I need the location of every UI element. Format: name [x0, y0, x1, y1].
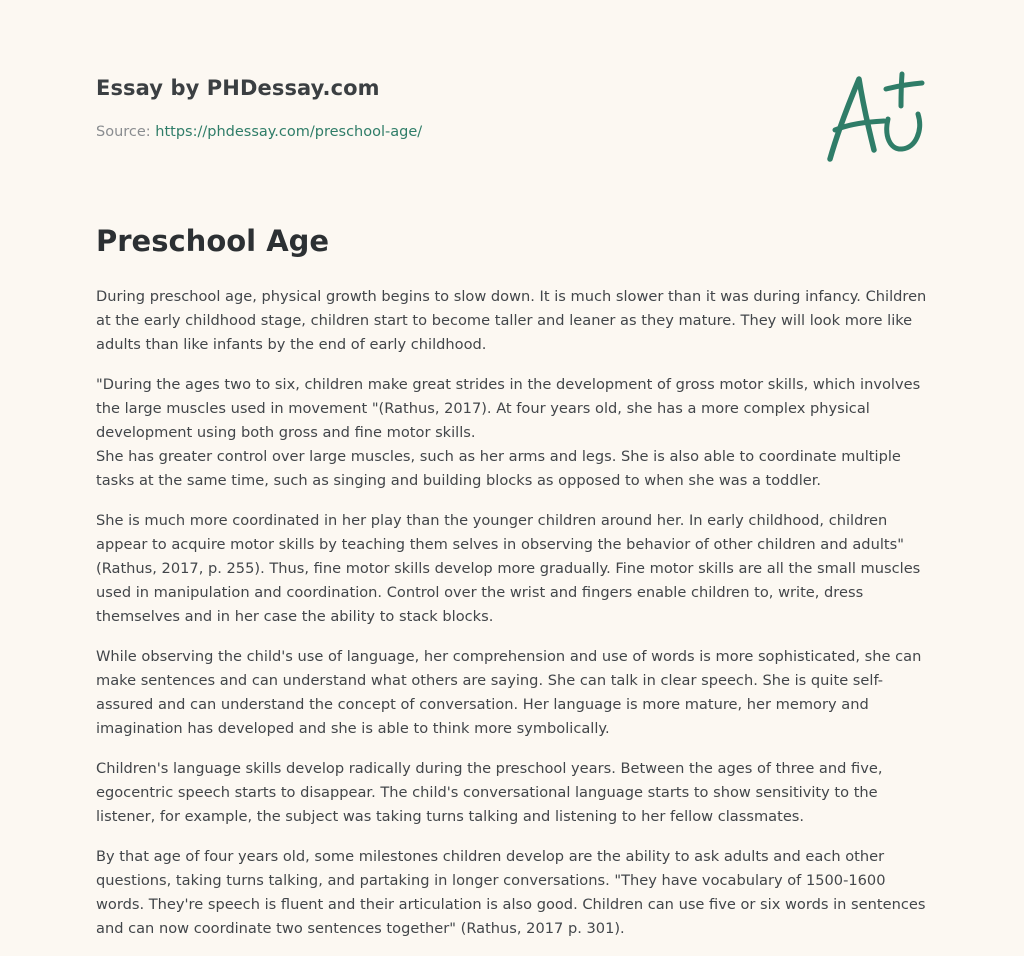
- source-line: [96, 124, 422, 140]
- a-plus-grade-icon: [822, 66, 930, 166]
- site-title: Essay by PHDessay.com: [96, 76, 380, 100]
- source-link[interactable]: https://phdessay.com/preschool-age/: [155, 124, 423, 140]
- essay-paragraph: Children's language skills develop radically during the preschool years. Between the ages of three and five, egocentric speech starts to disappear. The child's conversational language starts to show sensitivity to the listener, for example, the subject was taking turns talking and listening to her fellow classmates.: [96, 760, 883, 825]
- essay-title: Preschool Age: [96, 224, 330, 258]
- essay-body: [96, 285, 932, 956]
- essay-paragraph: She has greater control over large muscles, such as her arms and legs. She is also able to coordinate multiple tasks at the same time, such as singing and building blocks as opposed to when she was a toddler.: [96, 448, 901, 489]
- essay-paragraph: While observing the child's use of language, her comprehension and use of words is more sophisticated, she can make sentences and can understand what others are saying. She can talk in clear speech. She is quite self-assured and can understand the concept of conversation. Her language is more mature, her memory and imagination has developed and she is able to think more symbolically.: [96, 648, 922, 737]
- essay-paragraph: During preschool age, physical growth begins to slow down. It is much slower than it was during infancy. Children at the early childhood stage, children start to become taller and leaner as they mature. They will look more like adults than like infants by the end of early childhood.: [96, 288, 927, 353]
- essay-paragraph: "During the ages two to six, children make great strides in the development of gross motor skills, which involves the large muscles used in movement "(Rathus, 2017). At four years old, she has a more complex physical development using both gross and fine motor skills.: [96, 376, 921, 441]
- source-label: Source:: [96, 124, 156, 140]
- essay-paragraph: She is much more coordinated in her play than the younger children around her. In early childhood, children appear to acquire motor skills by teaching them selves in observing the behavior of other children and adults" (Rathus, 2017, p. 255). Thus, fine motor skills develop more gradually. Fine motor skills are all the small muscles used in manipulation and coordination. Control over the wrist and fingers enable children to, write, dress themselves and in her case the ability to stack blocks.: [96, 512, 921, 625]
- essay-paragraph: By that age of four years old, some milestones children develop are the ability to ask adults and each other questions, taking turns talking, and partaking in longer conversations. "They have vocabulary of 1500-1600 words. They're speech is fluent and their articulation is also good. Children can use five or six words in sentences and can now coordinate two sentences together" (Rathus, 2017 p. 301).: [96, 848, 926, 937]
